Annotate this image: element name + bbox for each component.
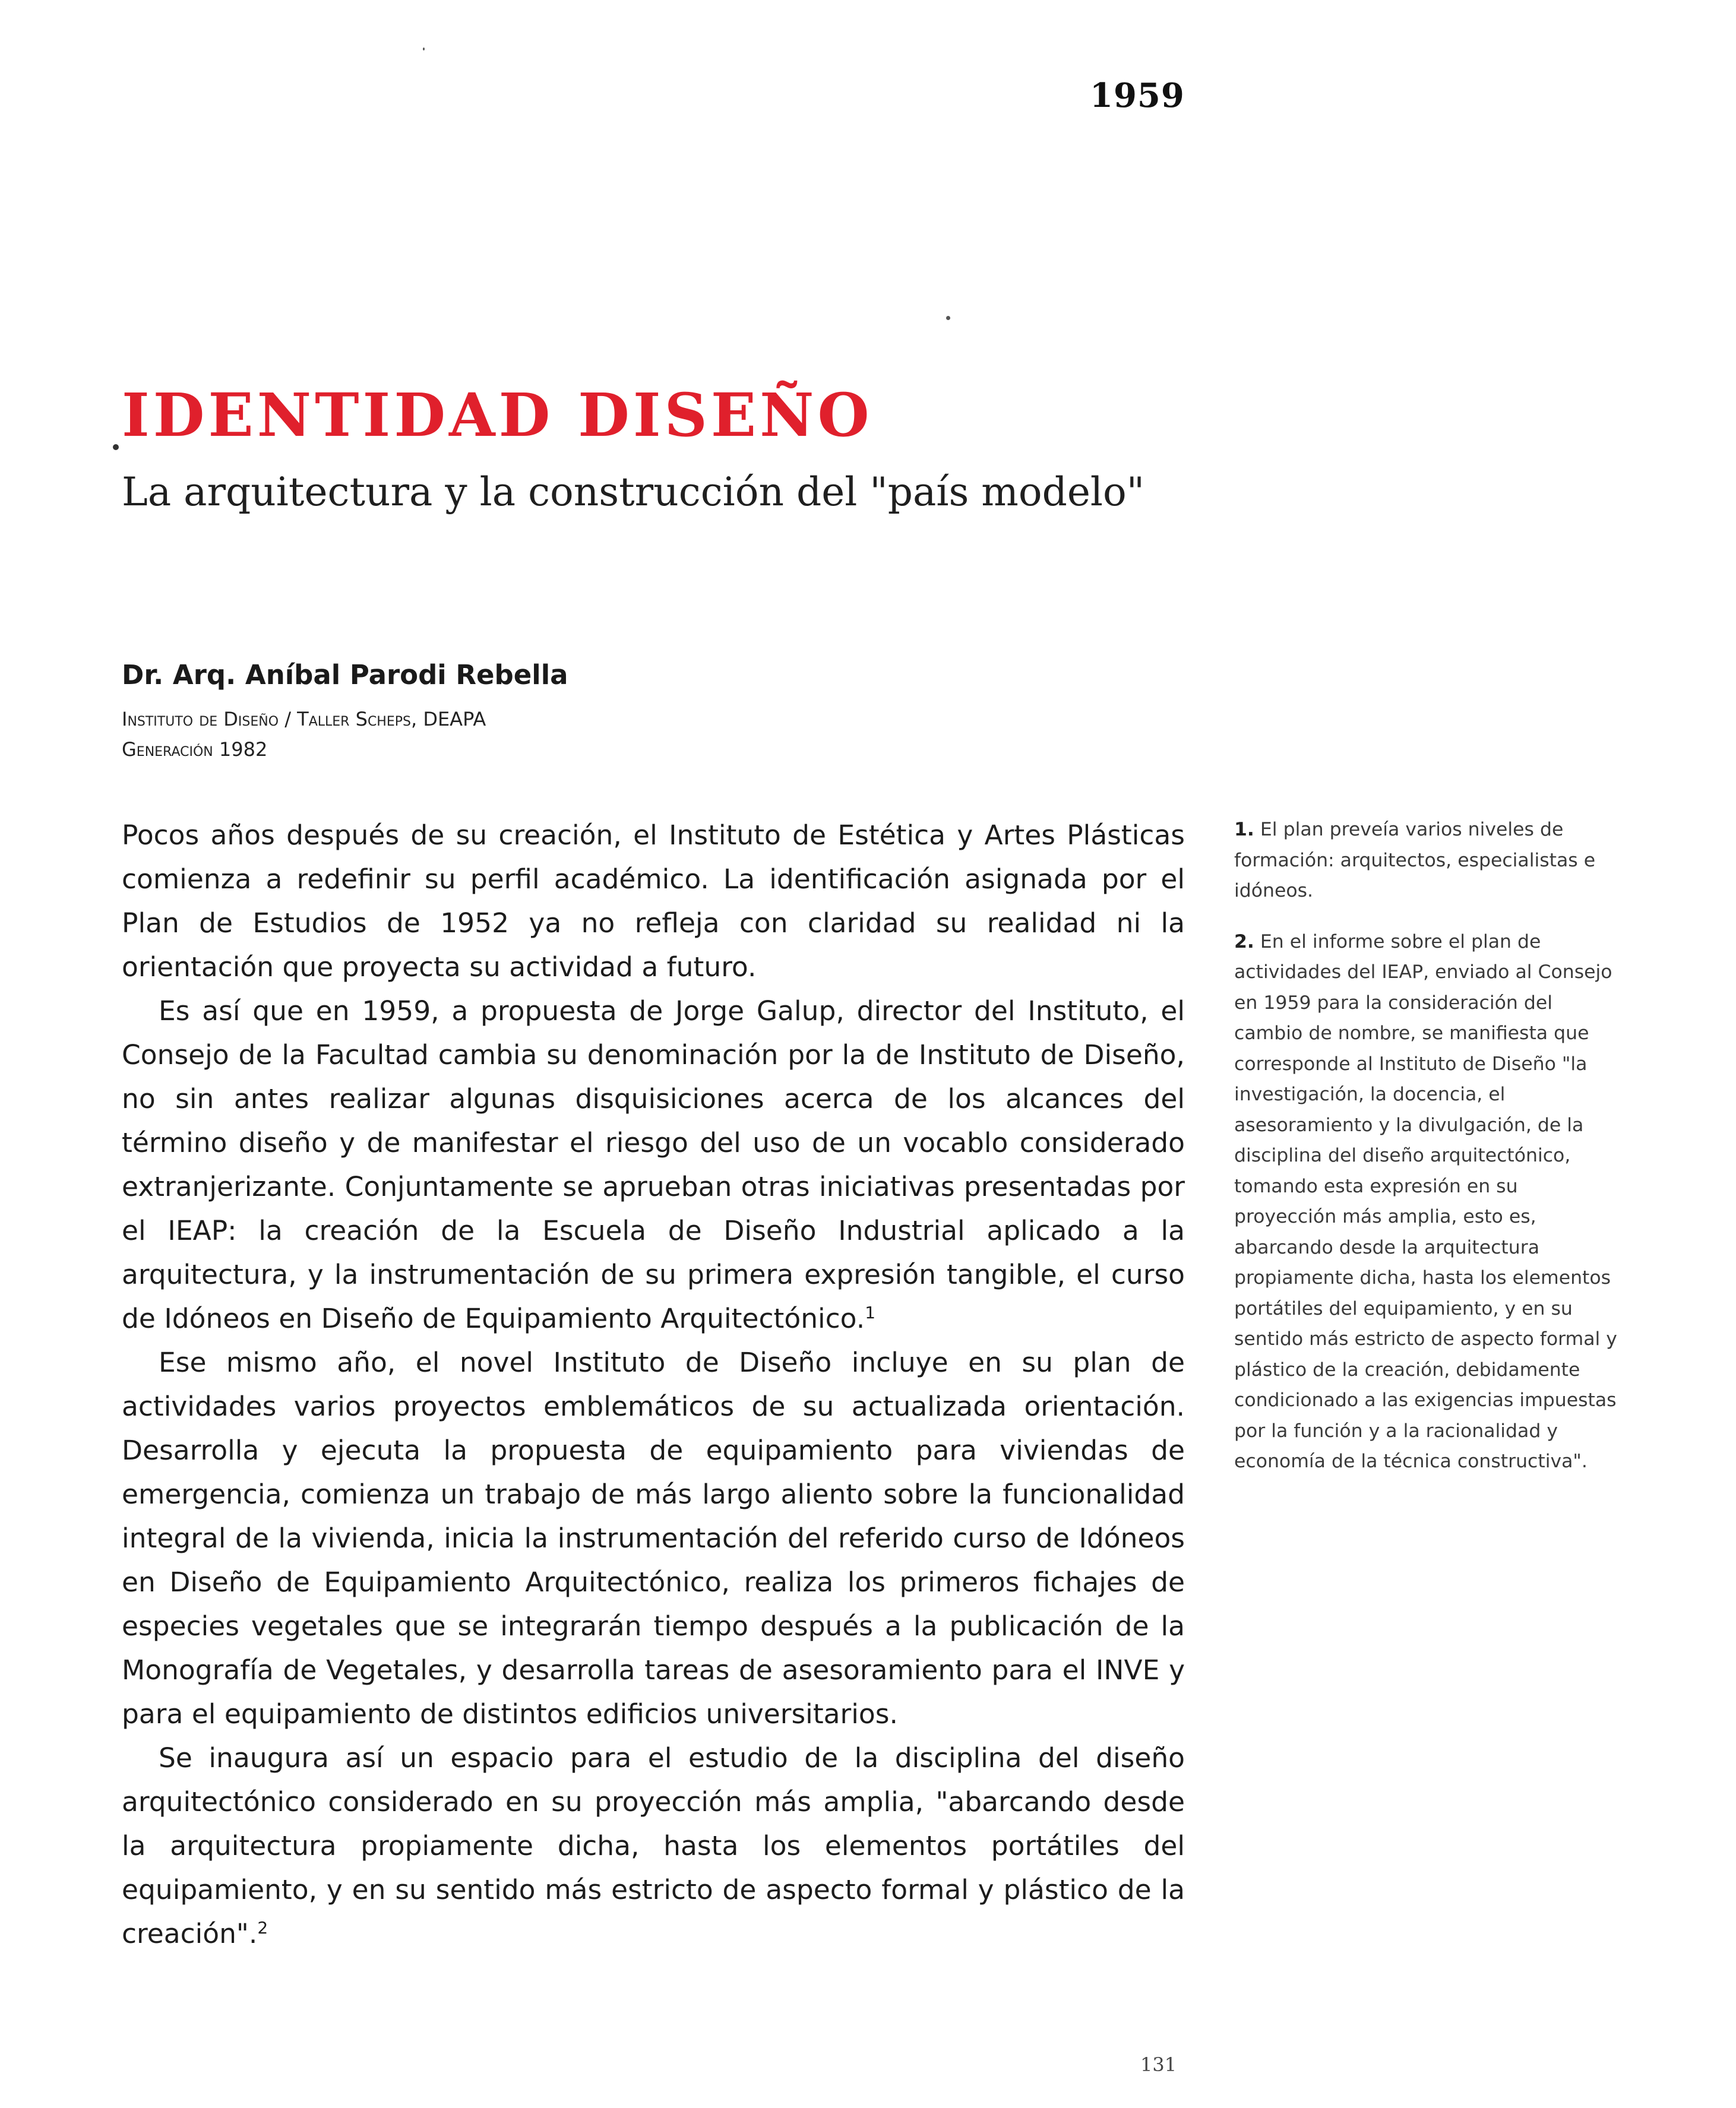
scan-speck — [946, 316, 950, 320]
title-bullet-dot — [113, 444, 119, 450]
footnote-mark: 2 — [257, 1917, 268, 1938]
author-affiliation: Instituto de Diseño / Taller Scheps, DEAPA — [122, 708, 486, 730]
sidenote-number: 2. — [1234, 930, 1254, 952]
sidenote-number: 1. — [1234, 819, 1254, 840]
scan-speck — [423, 48, 425, 50]
paragraph-text: Pocos años después de su creación, el Instituto de Estética y Artes Plásticas comienza a redefinir su perfil académico. La identificación asignada por el Plan de Estudios de 1952 ya no refleja con claridad su realidad ni la orientación que proyecta su actividad a futuro. — [122, 819, 1185, 983]
body-paragraph — [122, 814, 1185, 989]
page-number: 131 — [1140, 2053, 1177, 2076]
main-title: IDENTIDAD DISEÑO — [122, 380, 873, 450]
author-generation: Generación 1982 — [122, 738, 268, 761]
body-paragraph — [122, 989, 1185, 1341]
paragraph-text: Se inaugura así un espacio para el estudio de la disciplina del diseño arquitectónico considerado en su proyección más amplia, "abarcando desde la arquitectura propiamente dicha, hasta los elementos portátiles del equipamiento, y en su sentido más estricto de aspecto formal y plástico de la creación". — [122, 1742, 1185, 1949]
footnote-mark: 1 — [865, 1302, 876, 1322]
sidenote — [1234, 815, 1620, 907]
chapter-year: 1959 — [1090, 76, 1185, 115]
body-paragraph — [122, 1341, 1185, 1736]
author-name: Dr. Arq. Aníbal Parodi Rebella — [122, 659, 568, 691]
article-body — [122, 814, 1185, 1956]
subtitle: La arquitectura y la construcción del "país modelo" — [122, 469, 1145, 515]
paragraph-text: Ese mismo año, el novel Instituto de Diseño incluye en su plan de actividades varios proyectos emblemáticos de su actualizada orientación. Desarrolla y ejecuta la propuesta de equipamiento para viviendas de emergencia, comienza un trabajo de más largo aliento sobre la funcionalidad integral de la vivienda, inicia la instrumentación del referido curso de Idóneos en Diseño de Equipamiento Arquitectónico, realiza los primeros fichajes de especies vegetales que se integrarán tiempo después a la publicación de la Monografía de Vegetales, y desarrolla tareas de asesoramiento para el INVE y para el equipamiento de distintos edificios universitarios. — [122, 1347, 1185, 1730]
sidenote-text: El plan preveía varios niveles de formación: arquitectos, especialistas e idóneos. — [1234, 819, 1596, 901]
sidenotes-column — [1234, 815, 1620, 1498]
sidenote — [1234, 927, 1620, 1477]
paragraph-text: Es así que en 1959, a propuesta de Jorge Galup, director del Instituto, el Consejo de la Facultad cambia su denominación por la de Instituto de Diseño, no sin antes realizar algunas disquisiciones acerca de los alcances del término diseño y de manifestar el riesgo del uso de un vocablo considerado extranjerizante. Conjuntamente se aprueban otras iniciativas presentadas por el IEAP: la creación de la Escuela de Diseño Industrial aplicado a la arquitectura, y la instrumentación de su primera expresión tangible, el curso de Idóneos en Diseño de Equipamiento Arquitectónico. — [122, 995, 1185, 1334]
sidenote-text: En el informe sobre el plan de actividades del IEAP, enviado al Consejo en 1959 para la consideración del cambio de nombre, se manifiesta que corresponde al Instituto de Diseño "la investigación, la docencia, el asesoramiento y la divulgación, de la disciplina del diseño arquitectónico, tomando esta expresión en su proyección más amplia, esto es, abarcando desde la arquitectura propiamente dicha, hasta los elementos portátiles del equipamiento, y en su sentido más estricto de aspecto formal y plástico de la creación, debidamente condicionado a las exigencias impuestas por la función y a la racionalidad y economía de la técnica constructiva". — [1234, 930, 1617, 1472]
body-paragraph — [122, 1736, 1185, 1956]
